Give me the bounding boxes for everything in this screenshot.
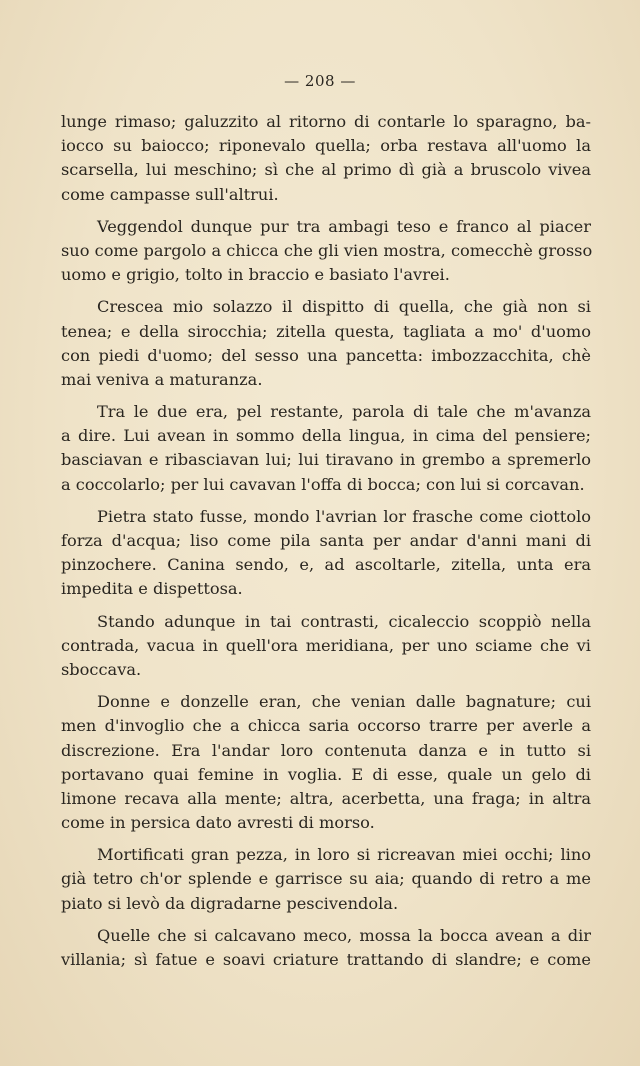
- page-number: — 208 —: [284, 72, 356, 90]
- paragraph: [61, 843, 591, 916]
- text-line: Stando adunque in tai contrasti, cicaleccio scoppiò nella: [97, 611, 591, 631]
- body-text: [61, 110, 591, 980]
- text-line: con piedi d'uomo; del sesso una pancetta: imbozzacchita, chè: [61, 345, 591, 365]
- text-line: come campasse sull'altrui.: [61, 184, 279, 204]
- text-line: villania; sì fatue e soavi criature trattando di slandre; e come: [61, 950, 591, 969]
- text-line: a coccolarlo; per lui cavavan l'offa di bocca; con lui si corcavan.: [61, 474, 585, 494]
- text-line: pinzochere. Canina sendo, e, ad ascoltarle, zitella, unta era: [61, 555, 591, 575]
- text-line: basciavan e ribasciavan lui; lui tiravano in grembo a spremerlo: [61, 450, 591, 470]
- text-line: come in persica dato avresti di morso.: [61, 813, 375, 833]
- paragraph: [61, 110, 591, 207]
- paragraph: [61, 690, 591, 835]
- text-line: lunge rimaso; galuzzito al ritorno di contarle lo sparagno, ba-: [61, 112, 591, 131]
- paragraph: [61, 924, 591, 972]
- text-line: suo come pargolo a chicca che gli vien mostra, comecchè grosso: [61, 240, 593, 260]
- paragraph: [61, 400, 591, 497]
- text-line: piato si levò da digradarne pescivendola.: [61, 893, 399, 913]
- text-line: limone recava alla mente; altra, acerbetta, una fraga; in altra: [61, 788, 591, 808]
- text-line: forza d'acqua; liso come pila santa per andar d'anni mani di: [61, 531, 591, 550]
- text-line: sboccava.: [61, 659, 142, 679]
- paragraph: [61, 610, 591, 683]
- text-line: contrada, vacua in quell'ora meridiana, per uno sciame che vi: [61, 635, 591, 655]
- text-line: impedita e dispettosa.: [61, 579, 243, 599]
- text-line: uomo e grigio, tolto in braccio e basiato l'avrei.: [61, 265, 450, 285]
- text-line: Veggendol dunque pur tra ambagi teso e franco al piacer: [97, 216, 591, 236]
- text-line: scarsella, lui meschino; sì che al primo dì già a bruscolo vivea: [61, 160, 591, 180]
- text-line: Donne e donzelle eran, che venian dalle bagnature; cui: [97, 692, 591, 712]
- paragraph: [61, 215, 591, 288]
- text-line: Crescea mio solazzo il dispitto di quella, che già non si: [97, 297, 591, 317]
- text-line: discrezione. Era l'andar loro contenuta danza e in tutto si: [61, 740, 591, 760]
- paragraph: [61, 295, 591, 392]
- text-line: a dire. Lui avean in sommo della lingua, in cima del pensiere;: [61, 426, 591, 446]
- text-line: Mortificati gran pezza, in loro si ricreavan miei occhi; lino: [97, 845, 591, 865]
- text-line: tenea; e della sirocchia; zitella questa, tagliata a mo' d'uomo: [61, 321, 591, 341]
- text-line: Quelle che si calcavano meco, mossa la bocca avean a dir: [97, 925, 591, 945]
- text-line: mai veniva a maturanza.: [61, 369, 263, 389]
- text-line: già tetro ch'or splende e garrisce su aia; quando di retro a me: [61, 869, 591, 889]
- text-line: men d'invoglio che a chicca saria occorso trarre per averle a: [61, 716, 591, 736]
- text-line: iocco su baiocco; riponevalo quella; orba restava all'uomo la: [61, 136, 591, 156]
- paragraph: [61, 505, 591, 602]
- text-line: Tra le due era, pel restante, parola di tale che m'avanza: [97, 402, 591, 422]
- text-line: Pietra stato fusse, mondo l'avrian lor frasche come ciottolo: [97, 506, 591, 526]
- text-line: portavano quai femine in voglia. E di esse, quale un gelo di: [61, 764, 591, 784]
